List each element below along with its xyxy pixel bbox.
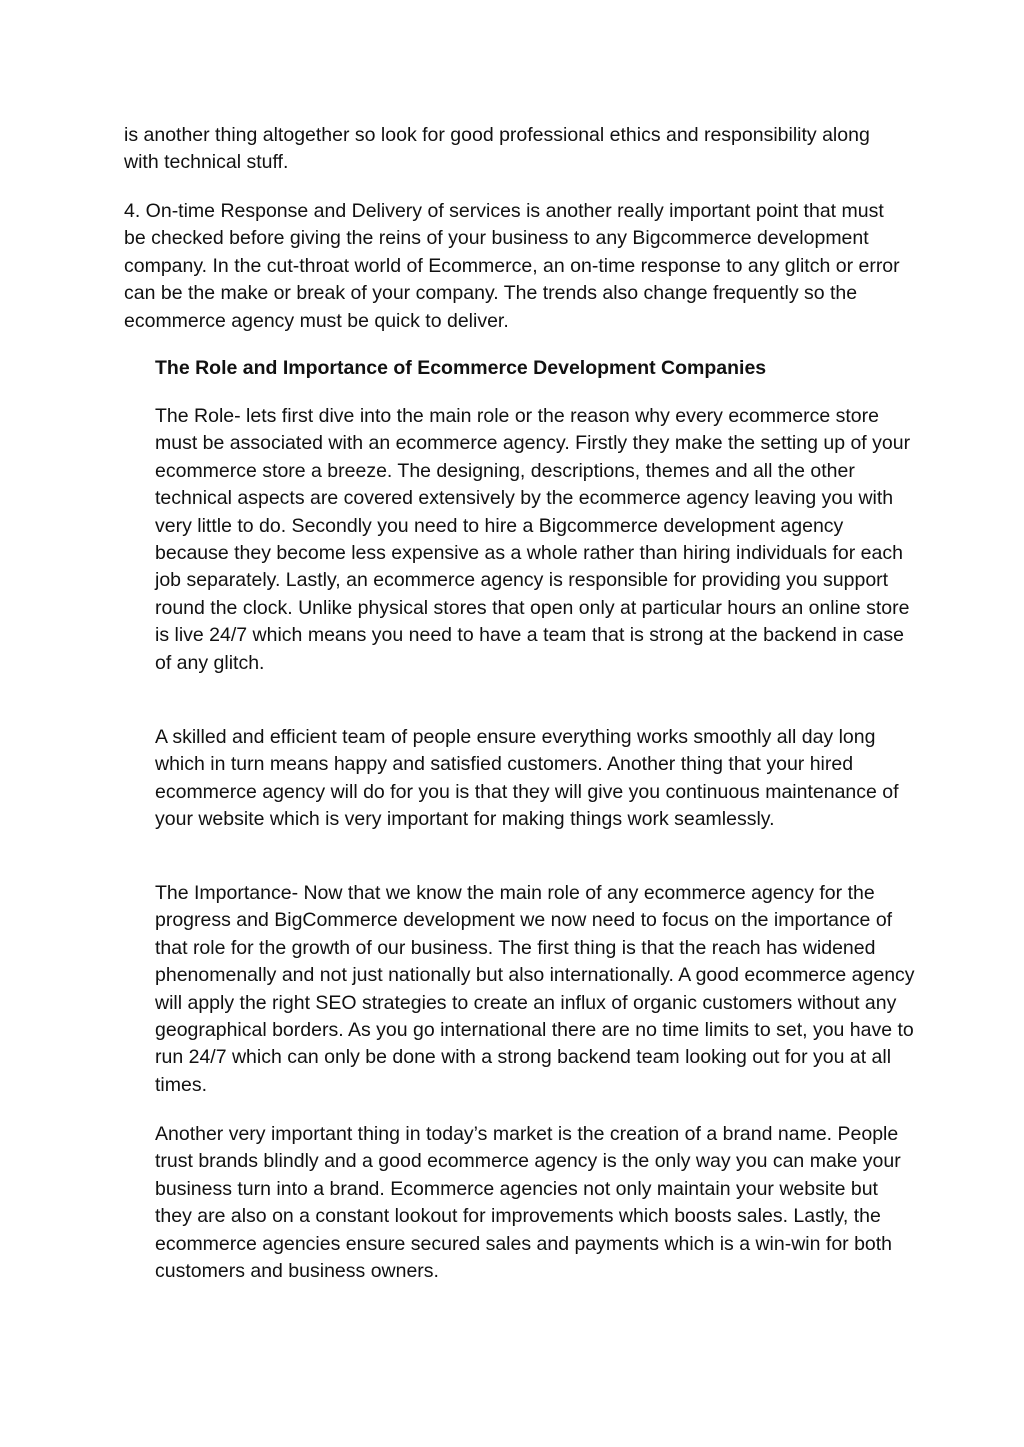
section-heading: The Role and Importance of Ecommerce Development Companies — [155, 357, 767, 379]
paragraph-the-importance: The Importance- Now that we know the main role of any ecommerce agency for the progress and BigCommerce development we now need to focus on the importance of that role for the growth of our business. The first thing is that the reach has widened phenomenally and not just nationally but also internationally. A good ecommerce agency will apply the right SEO strategies to create an influx of organic customers without any geographical borders. As you go international there are no time limits to set, you have to run 24/7 which can only be done with a strong backend team looking out for you at all times. — [155, 882, 915, 1096]
paragraph-the-role: The Role- lets first dive into the main role or the reason why every ecommerce store must be associated with an ecommerce agency. Firstly they make the setting up of your ecommerce store a breeze. The designing, descriptions, themes and all the other technical aspects are covered extensively by the ecommerce agency leaving you with very little to do. Secondly you need to hire a Bigcommerce development agency because they become less expensive as a whole rather than hiring individuals for each job separately. Lastly, an ecommerce agency is responsible for providing you support round the clock. Unlike physical stores that open only at particular hours an online store is live 24/7 which means you need to have a team that is strong at the backend in case of any glitch. — [155, 405, 911, 674]
paragraph-continued-ethics: is another thing altogether so look for good professional ethics and responsibility along with technical stuff. — [124, 124, 870, 174]
paragraph-on-time-response: 4. On-time Response and Delivery of services is another really important point that must be checked before giving the reins of your business to any Bigcommerce development company. In the cut-throat world of Ecommerce, an on-time response to any glitch or error can be the make or break of your company. The trends also change frequently so the ecommerce agency must be quick to deliver. — [124, 200, 900, 332]
paragraph-skilled-team: A skilled and efficient team of people ensure everything works smoothly all day long which in turn means happy and satisfied customers. Another thing that your hired ecommerce agency will do for you is that they will give you continuous maintenance of your website which is very important for making things work seamlessly. — [155, 726, 899, 831]
paragraph-brand-name: Another very important thing in today’s market is the creation of a brand name. People trust brands blindly and a good ecommerce agency is the only way you can make your business turn into a brand. Ecommerce agencies not only maintain your website but they are also on a constant lookout for improvements which boosts sales. Lastly, the ecommerce agencies ensure secured sales and payments which is a win-win for both customers and business owners. — [155, 1123, 901, 1283]
